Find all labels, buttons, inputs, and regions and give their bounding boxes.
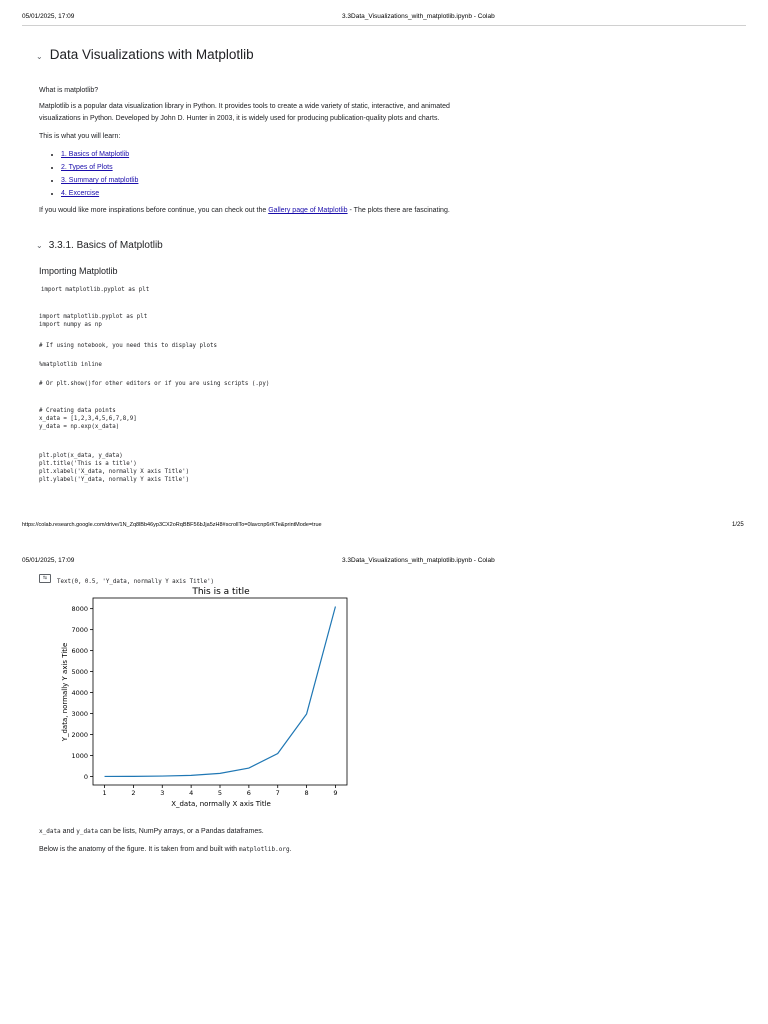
x-tick-label: 1 — [102, 789, 107, 797]
note-and: and — [60, 828, 77, 835]
sub-heading: Importing Matplotlib — [39, 266, 118, 276]
page-number: 1/25 — [732, 522, 744, 528]
section-header-main[interactable] — [36, 47, 254, 62]
header-divider — [22, 25, 746, 26]
toc-link-exercise[interactable]: 4. Excercise — [61, 190, 100, 197]
intro-paragraph — [39, 101, 559, 125]
x-tick-label: 2 — [131, 789, 136, 797]
code-magic: %matplotlib inline — [39, 362, 102, 368]
toc-item — [61, 174, 138, 187]
code-comment-show: # Or plt.show()for other editors or if you are using scripts (.py) — [39, 381, 270, 387]
x-tick-label: 9 — [333, 789, 338, 797]
y-tick-label: 7000 — [71, 625, 88, 634]
anatomy-after: . — [289, 846, 292, 853]
x-tick-label: 5 — [217, 789, 223, 797]
print-title: 3.3Data_Visualizations_with_matplotlib.ipynb - Colab — [342, 557, 495, 564]
code-matplotlib-org: matplotlib.org — [239, 846, 290, 853]
x-tick-label: 4 — [189, 789, 194, 797]
code-cell-data[interactable]: # Creating data points x_data = [1,2,3,4,5,6,7,8,9] y_data = np.exp(x_data) — [39, 408, 137, 430]
print-datetime: 05/01/2025, 17:09 — [22, 13, 75, 20]
footer-url: https://colab.research.google.com/drive/1N_Zq8lBb46yp3CX2oRqBBF56bJja5zH8#scrollTo=0lavcnp6rKTe&printMode=true — [22, 522, 322, 528]
output-cell-icon[interactable]: ↹ — [39, 574, 51, 583]
y-tick-label: 0 — [83, 772, 88, 781]
plot-frame — [93, 598, 347, 785]
anatomy-note — [39, 844, 292, 856]
intro-line-2: visualizations in Python. Developed by John D. Hunter in 2003, it is widely used for producing publication-quality plots and charts. — [39, 115, 440, 122]
anatomy-before: Below is the anatomy of the figure. It is taken from and built with — [39, 846, 239, 853]
y-axis — [71, 605, 93, 781]
code-cell-import[interactable]: import matplotlib.pyplot as plt — [41, 287, 150, 293]
inspiration-text — [39, 205, 450, 217]
learn-intro: This is what you will learn: — [39, 133, 121, 140]
print-title: 3.3Data_Visualizations_with_matplotlib.ipynb - Colab — [342, 13, 495, 20]
output-text: Text(0, 0.5, 'Y_data, normally Y axis Title') — [57, 579, 215, 585]
chevron-down-icon[interactable]: ⌄ — [36, 241, 43, 250]
section-heading: 3.3.1. Basics of Matplotlib — [48, 240, 163, 251]
toc-link-summary[interactable]: 3. Summary of matplotlib — [61, 177, 139, 184]
toc-item — [61, 148, 138, 161]
data-types-note — [39, 826, 264, 838]
y-tick-label: 5000 — [71, 667, 88, 676]
y-tick-label: 2000 — [71, 730, 88, 739]
inspiration-after: - The plots there are fascinating. — [347, 207, 450, 214]
code-cell-plot[interactable]: plt.plot(x_data, y_data) plt.title('This is a title') plt.xlabel('X_data, normally X axis Title') plt.ylabel('Y_data, normally Y axis Title') — [39, 453, 190, 483]
chart-title: This is a title — [192, 587, 250, 597]
x-axis-label: X_data, normally X axis Title — [171, 800, 271, 808]
inspiration-before: If you would like more inspirations before continue, you can check out the — [39, 207, 269, 214]
line-chart — [55, 582, 355, 812]
y-tick-label: 4000 — [71, 688, 88, 697]
note-rest: can be lists, NumPy arrays, or a Pandas dataframes. — [97, 828, 264, 835]
section-header-basics[interactable] — [36, 240, 163, 251]
gallery-link[interactable]: Gallery page of Matplotlib — [268, 207, 348, 214]
main-heading: Data Visualizations with Matplotlib — [49, 47, 254, 62]
x-axis — [102, 785, 337, 797]
toc-link-basics[interactable]: 1. Basics of Matplotlib — [61, 151, 130, 158]
code-x-data: x_data — [39, 828, 61, 835]
x-tick-label: 7 — [275, 789, 280, 797]
x-tick-label: 8 — [304, 789, 309, 797]
y-axis-label: Y_data, normally Y axis Title — [61, 642, 69, 742]
x-tick-label: 3 — [160, 789, 165, 797]
x-tick-label: 6 — [246, 789, 251, 797]
intro-line-1: Matplotlib is a popular data visualization library in Python. It provides tools to create a wide variety of static, interactive, and animated — [39, 103, 450, 110]
chevron-down-icon[interactable]: ⌄ — [36, 52, 43, 61]
print-datetime: 05/01/2025, 17:09 — [22, 557, 75, 564]
series-line — [105, 607, 336, 777]
toc-item — [61, 187, 138, 200]
code-cell-imports[interactable]: import matplotlib.pyplot as plt import numpy as np — [39, 314, 148, 328]
code-comment-notebook: # If using notebook, you need this to display plots — [39, 343, 217, 349]
code-y-data: y_data — [76, 828, 98, 835]
y-tick-label: 8000 — [71, 604, 88, 613]
toc-link-types[interactable]: 2. Types of Plots — [61, 164, 113, 171]
y-tick-label: 1000 — [71, 751, 88, 760]
toc-item — [61, 161, 138, 174]
intro-question: What is matplotlib? — [39, 87, 99, 94]
y-tick-label: 6000 — [71, 646, 88, 655]
y-tick-label: 3000 — [71, 709, 88, 718]
toc-list — [39, 148, 138, 200]
